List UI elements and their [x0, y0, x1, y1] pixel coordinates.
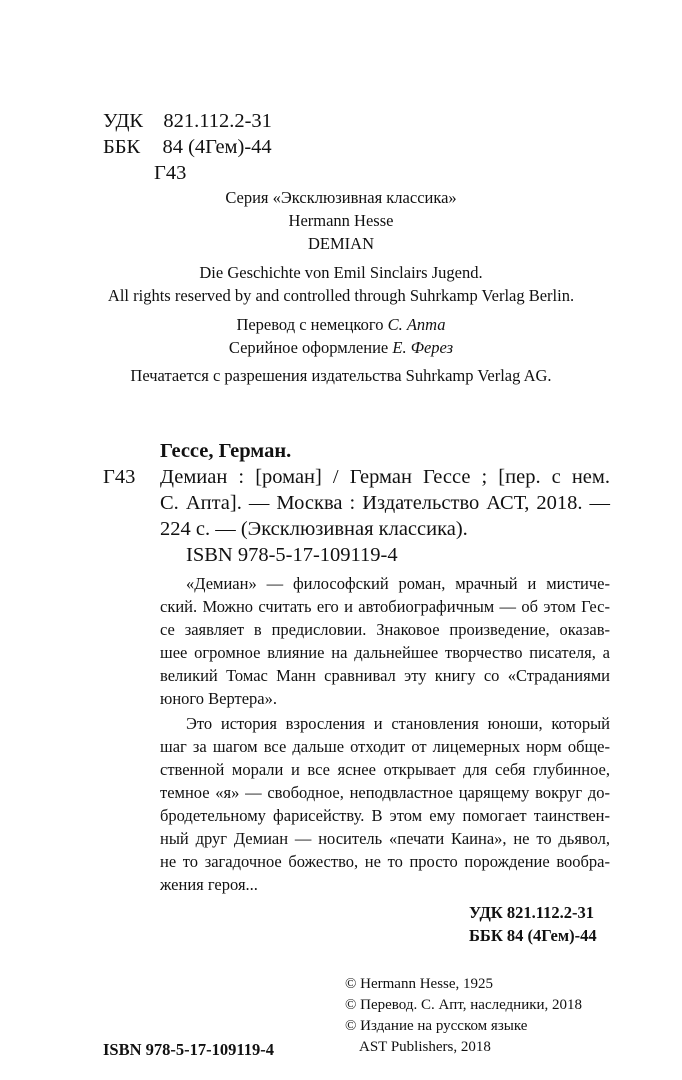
footer-isbn: ISBN 978-5-17-109119-4	[103, 1040, 274, 1059]
catalog-line-3: 224 с. — (Эксклюзивная классика).	[160, 518, 468, 540]
catalog-mark: Г43	[103, 466, 136, 488]
copyright-line-4: AST Publishers, 2018	[359, 1039, 491, 1055]
annotation-line: Это история взросления и становления юноши, который	[186, 714, 610, 733]
original-author: Hermann Hesse	[288, 211, 394, 230]
author-mark: Г43	[154, 162, 187, 184]
series: Серия «Эксклюзивная классика»	[225, 188, 457, 207]
annotation-line: жения героя...	[160, 875, 258, 894]
annotation-line: ский. Можно считать его и автобиографичным — об этом Гес-	[160, 597, 610, 616]
annotation-line: ный друг Демиан — носитель «печати Каина», не то дьявол,	[160, 829, 610, 848]
annotation-line: шаг за шагом все дальше отходит от лицемерных норм обще-	[160, 737, 610, 756]
annotation-line: шее огромное влияние на дальнейшее творчество писателя, а	[160, 643, 610, 662]
copyright-line-3: © Издание на русском языке	[345, 1018, 528, 1034]
catalog-line-1: Демиан : [роман] / Герман Гессе ; [пер. с нем.	[160, 466, 610, 488]
designer-name: Е. Ферез	[392, 338, 454, 357]
annotation-line: темное «я» — свободное, неподвластное царящему вокруг до-	[160, 783, 610, 802]
copyright-line-2: © Перевод. С. Апт, наследники, 2018	[345, 997, 583, 1013]
annotation-line: ственной морали и все яснее открывает для себя глубинное,	[160, 760, 610, 779]
rights-notice: All rights reserved by and controlled through Suhrkamp Verlag Berlin.	[107, 286, 575, 305]
bbk-value: 84 (4Гем)-44	[162, 136, 272, 158]
annotation-line: се заявляет в предисловии. Знаковое произведение, оказав-	[160, 620, 610, 639]
udk-code: УДК 821.112.2-31	[469, 903, 594, 922]
bbk-line	[103, 134, 272, 160]
translation-credit	[0, 313, 682, 336]
udk-label: УДК	[103, 110, 144, 132]
bbk-code: ББК 84 (4Гем)-44	[469, 926, 597, 945]
udk-value: 821.112.2-31	[163, 110, 272, 132]
annotation-line: юного Вертера».	[160, 689, 277, 708]
copyright-line-1: © Hermann Hesse, 1925	[345, 976, 494, 992]
annotation-line: «Демиан» — философский роман, мрачный и мистиче-	[186, 574, 610, 593]
annotation-line: не то загадочное божество, не то просто порождение вообра-	[160, 852, 610, 871]
permission-notice: Печатается с разрешения издательства Suhrkamp Verlag AG.	[130, 366, 552, 385]
design-credit	[0, 336, 682, 359]
design-label: Серийное оформление	[228, 338, 389, 357]
original-title: DEMIAN	[308, 234, 374, 253]
udk-line	[103, 108, 272, 134]
bbk-label: ББК	[103, 136, 141, 158]
catalog-isbn: ISBN 978-5-17-109119-4	[186, 544, 398, 566]
annotation-line: бродетельному фарисейству. В этом ему помогает таинствен-	[160, 806, 610, 825]
annotation-line: великий Томас Манн сравнивал эту книгу со «Страданиями	[160, 666, 610, 685]
catalog-line-2: С. Апта]. — Москва : Издательство АСТ, 2018. —	[160, 492, 610, 514]
original-subtitle: Die Geschichte von Emil Sinclairs Jugend.	[199, 263, 483, 282]
catalog-heading: Гессе, Герман.	[160, 440, 292, 462]
translation-label: Перевод с немецкого	[236, 315, 384, 334]
translator-name: С. Апта	[387, 315, 446, 334]
